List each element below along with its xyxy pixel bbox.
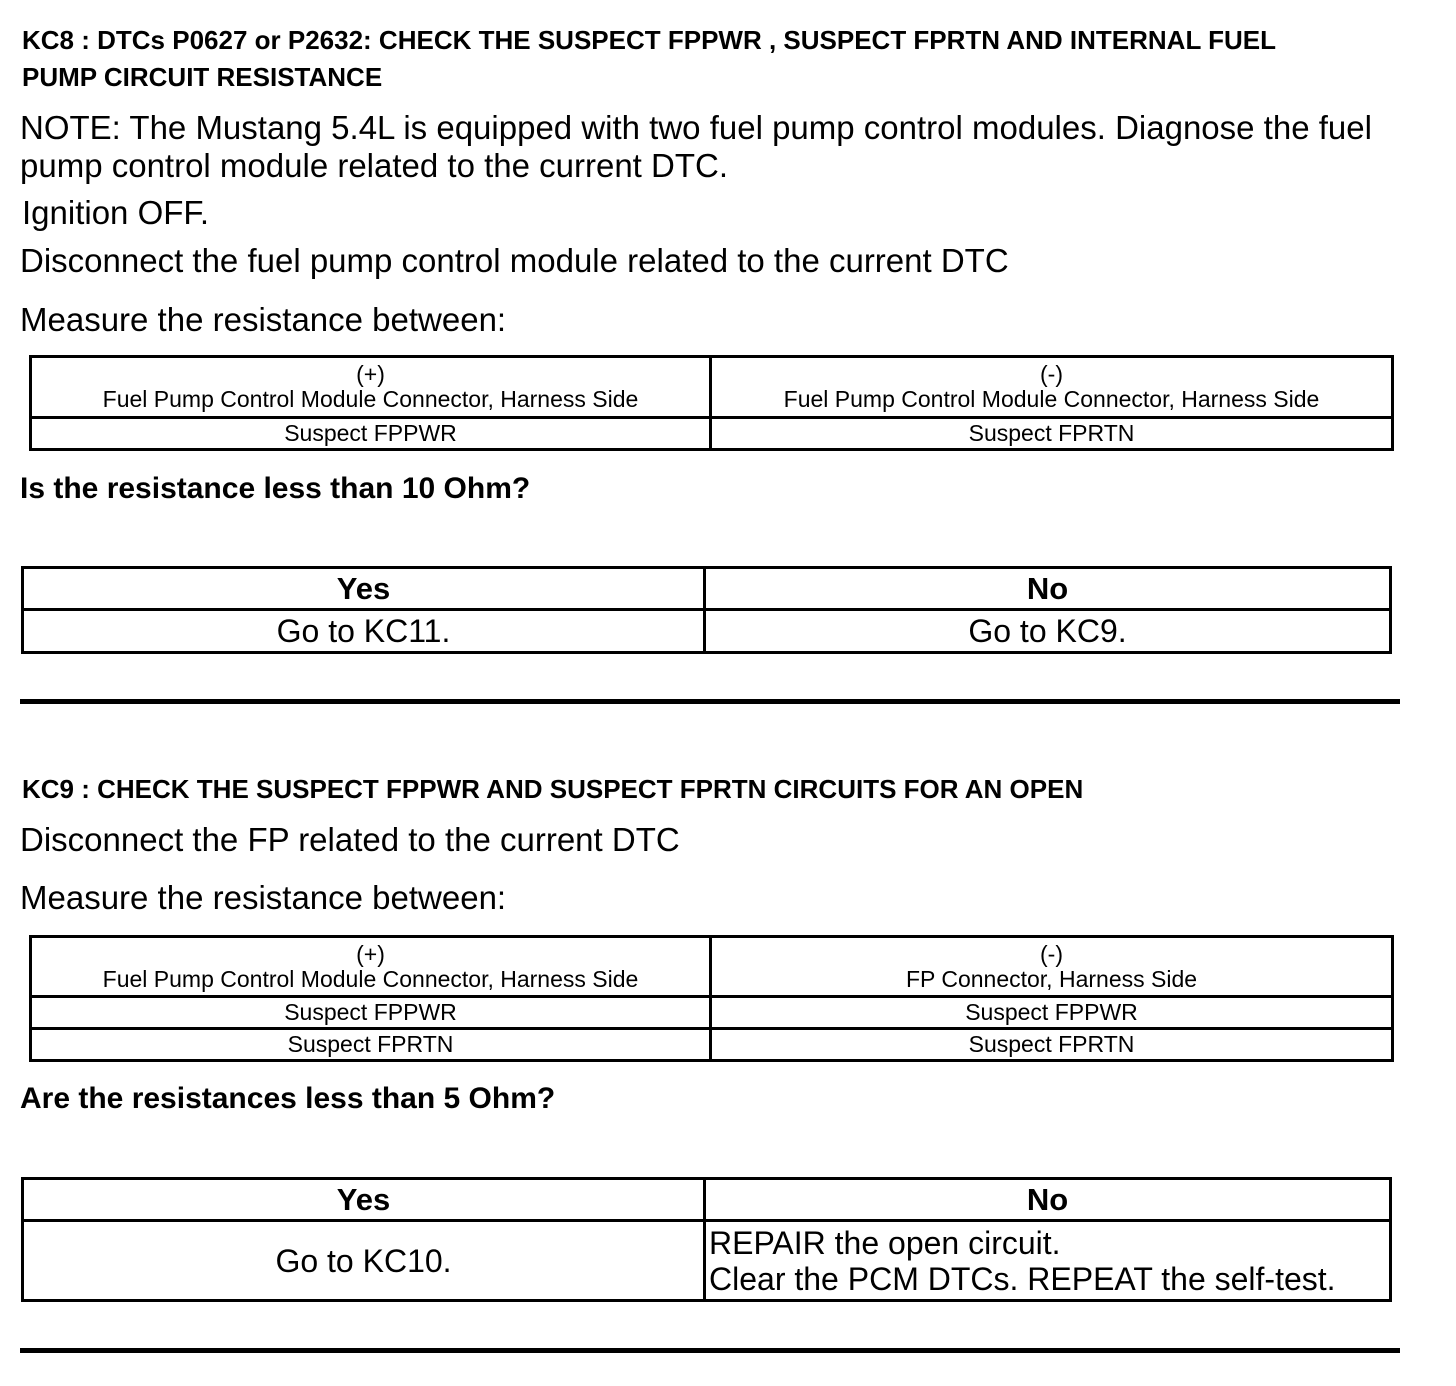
kc8-step-ignition-off: Ignition OFF. <box>22 194 210 231</box>
kc9-minus-header <box>711 937 1393 997</box>
plus-connector-label: Fuel Pump Control Module Connector, Harness Side <box>102 965 639 992</box>
table-header-row <box>31 937 1393 997</box>
table-header-row <box>23 1179 1391 1221</box>
table-cell: Suspect FPPWR <box>31 997 711 1029</box>
table-header-row <box>23 568 1391 610</box>
no-action <box>705 1221 1391 1301</box>
kc8-note-line2: pump control module related to the current DTC. <box>20 147 729 184</box>
no-action-line1: REPAIR the open circuit. <box>709 1224 1061 1261</box>
section-divider <box>20 699 1400 704</box>
plus-connector-label: Fuel Pump Control Module Connector, Harness Side <box>102 386 639 412</box>
kc9-decision-table <box>21 1177 1392 1302</box>
kc8-measure-table <box>29 355 1394 451</box>
section-divider <box>20 1348 1400 1353</box>
kc8-decision-table <box>21 566 1392 654</box>
kc8-measure-instruction: Measure the resistance between: <box>20 301 507 338</box>
kc8-heading <box>22 22 1276 96</box>
table-cell: Suspect FPRTN <box>31 1029 711 1061</box>
table-cell: Suspect FPRTN <box>711 418 1393 450</box>
kc8-minus-header <box>711 357 1393 418</box>
table-cell: Suspect FPPWR <box>711 997 1393 1029</box>
minus-symbol: (-) <box>1040 940 1063 967</box>
table-header-row <box>31 357 1393 418</box>
table-row <box>31 1029 1393 1061</box>
table-row <box>23 610 1391 653</box>
kc8-heading-line2: PUMP CIRCUIT RESISTANCE <box>22 62 383 92</box>
kc8-question: Is the resistance less than 10 Ohm? <box>20 472 531 505</box>
kc8-heading-line1: KC8 : DTCs P0627 or P2632: CHECK THE SUSPECT FPPWR , SUSPECT FPRTN AND INTERNAL FUEL <box>22 25 1276 55</box>
plus-symbol: (+) <box>356 361 385 387</box>
no-action: Go to KC9. <box>705 610 1391 653</box>
table-row <box>23 1221 1391 1301</box>
kc8-step-disconnect: Disconnect the fuel pump control module related to the current DTC <box>20 242 1009 279</box>
yes-header: Yes <box>23 1179 705 1221</box>
plus-symbol: (+) <box>356 940 385 967</box>
kc9-question: Are the resistances less than 5 Ohm? <box>20 1082 556 1115</box>
table-row <box>31 418 1393 450</box>
kc9-step-disconnect: Disconnect the FP related to the current DTC <box>20 821 680 858</box>
no-header: No <box>705 568 1391 610</box>
kc9-measure-instruction: Measure the resistance between: <box>20 879 507 916</box>
minus-symbol: (-) <box>1040 361 1063 387</box>
yes-header: Yes <box>23 568 705 610</box>
no-header: No <box>705 1179 1391 1221</box>
yes-action: Go to KC11. <box>23 610 705 653</box>
table-cell: Suspect FPRTN <box>711 1029 1393 1061</box>
kc8-plus-header <box>31 357 711 418</box>
table-cell: Suspect FPPWR <box>31 418 711 450</box>
table-row <box>31 997 1393 1029</box>
kc8-note <box>20 109 1372 185</box>
yes-action: Go to KC10. <box>23 1221 705 1301</box>
kc9-heading: KC9 : CHECK THE SUSPECT FPPWR AND SUSPECT FPRTN CIRCUITS FOR AN OPEN <box>22 774 1084 804</box>
minus-connector-label: Fuel Pump Control Module Connector, Harness Side <box>783 386 1320 412</box>
no-action-line2: Clear the PCM DTCs. REPEAT the self-test. <box>709 1260 1336 1297</box>
kc8-note-line1: NOTE: The Mustang 5.4L is equipped with two fuel pump control modules. Diagnose the fuel <box>20 109 1372 146</box>
minus-connector-label: FP Connector, Harness Side <box>905 965 1198 992</box>
kc9-measure-table <box>29 935 1394 1062</box>
kc9-plus-header <box>31 937 711 997</box>
